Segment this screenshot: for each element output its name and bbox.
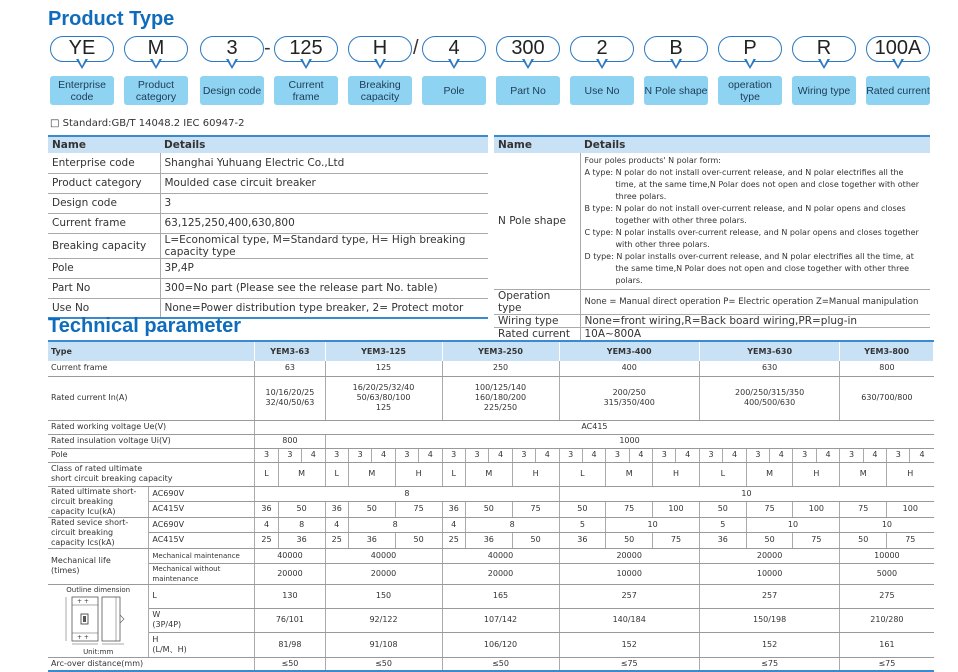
table-cell: 3 — [395, 448, 418, 462]
table-cell: 40000 — [325, 548, 442, 563]
bubble-pointer-icon — [226, 59, 238, 69]
table-cell: M — [465, 462, 512, 486]
table-cell: 50 — [465, 502, 512, 518]
code-segment — [866, 36, 930, 97]
table-cell: 100 — [653, 502, 700, 518]
product-code-breakdown — [50, 36, 930, 106]
table-cell: 125 — [325, 361, 442, 376]
table-cell: ≤50 — [255, 657, 325, 671]
table-cell: 3 — [442, 448, 465, 462]
code-bubble: M — [124, 36, 188, 62]
table-row — [48, 376, 934, 420]
row-name: Breaking capacity — [48, 233, 160, 258]
table-row — [48, 420, 934, 434]
table-cell: 5000 — [840, 563, 934, 584]
table-cell: H — [653, 462, 700, 486]
table-cell: 75 — [512, 502, 559, 518]
table-cell: 92/122 — [325, 608, 442, 632]
code-segment — [570, 36, 634, 97]
table-row — [494, 153, 930, 290]
bubble-pointer-icon — [892, 59, 904, 69]
code-segment — [200, 36, 264, 97]
row-name: Wiring type — [494, 315, 580, 328]
row-label: Current frame — [48, 361, 255, 376]
table-cell: 800 — [255, 434, 325, 448]
table-cell: L — [559, 462, 606, 486]
table-cell: 25 — [442, 533, 465, 549]
table-cell: 40000 — [255, 548, 325, 563]
code-label: Part No — [496, 76, 560, 105]
table-cell: 400 — [559, 361, 699, 376]
table-cell: 4 — [536, 448, 559, 462]
table-cell: AC415 — [255, 420, 934, 434]
table-cell: 36 — [465, 533, 512, 549]
header-row — [48, 341, 934, 361]
code-label: Product category — [124, 76, 188, 105]
table-cell: 50 — [395, 533, 442, 549]
code-bubble: 2 — [570, 36, 634, 62]
row-label: Rated sevice short-circuit breaking capacity Ics(kA) — [48, 517, 149, 548]
npole-line: D type: N polar installs over-current release, and N polar electrifies all the time, at the same time,N Polar does not open and close together with other three polars. — [584, 252, 914, 285]
sub-label: L — [149, 584, 255, 608]
sub-label: AC415V — [149, 533, 255, 549]
table-row — [494, 315, 930, 328]
technical-parameter-title: Technical parameter — [48, 315, 242, 337]
code-segment — [50, 36, 114, 103]
table-cell: 4 — [372, 448, 395, 462]
table-cell: 25 — [325, 533, 348, 549]
table-cell: 75 — [887, 533, 934, 549]
table-cell: 3 — [559, 448, 582, 462]
row-label: Arc-over distance(mm) — [48, 657, 255, 671]
table-cell: 81/98 — [255, 633, 325, 657]
code-segment — [792, 36, 856, 97]
table-row — [48, 608, 934, 632]
table-cell: 3 — [278, 448, 301, 462]
table-cell: ≤75 — [840, 657, 934, 671]
table-cell: 36 — [325, 502, 348, 518]
table-cell: 8 — [255, 486, 559, 502]
row-label: Rated insulation voltage Ui(V) — [48, 434, 255, 448]
table-row — [48, 502, 934, 518]
code-bubble: P — [718, 36, 782, 62]
row-name: Product category — [48, 173, 160, 193]
table-row — [48, 213, 488, 233]
table-cell: 5 — [699, 517, 746, 533]
row-details: 3 — [160, 193, 488, 213]
table-cell: 165 — [442, 584, 559, 608]
table-cell: 8 — [465, 517, 559, 533]
code-bubble: H — [348, 36, 412, 62]
sub-label: Mechanical maintenance — [149, 548, 255, 563]
table-cell: 130 — [255, 584, 325, 608]
table-cell: L — [442, 462, 465, 486]
code-definitions-table-2 — [494, 135, 930, 342]
npole-details — [580, 153, 930, 290]
table-cell: 150 — [325, 584, 442, 608]
table-cell: 50 — [512, 533, 559, 549]
table-row — [48, 258, 488, 278]
table-row — [48, 361, 934, 376]
table-cell: 4 — [910, 448, 934, 462]
table-cell: 152 — [559, 633, 699, 657]
technical-parameter-table — [48, 340, 934, 672]
table-cell: 4 — [442, 517, 465, 533]
table-cell: 20000 — [559, 548, 699, 563]
table-cell: 257 — [559, 584, 699, 608]
table-cell: 76/101 — [255, 608, 325, 632]
bubble-pointer-icon — [448, 59, 460, 69]
table-cell: 275 — [840, 584, 934, 608]
header-name: Name — [48, 136, 160, 153]
table-cell: ≤50 — [442, 657, 559, 671]
table-cell: 106/120 — [442, 633, 559, 657]
table-cell: 3 — [653, 448, 676, 462]
table-cell: ≤75 — [699, 657, 839, 671]
code-label: Breaking capacity — [348, 76, 412, 105]
bubble-pointer-icon — [300, 59, 312, 69]
row-name: Use No — [48, 298, 160, 318]
table-cell: 75 — [840, 502, 887, 518]
product-type-title: Product Type — [48, 8, 175, 30]
table-cell: M — [348, 462, 395, 486]
table-cell: 10 — [606, 517, 700, 533]
table-cell: 50 — [746, 533, 793, 549]
row-name: Operation type — [494, 290, 580, 315]
header-model: YEM3-63 — [255, 341, 325, 361]
row-name: Design code — [48, 193, 160, 213]
table-row — [48, 657, 934, 671]
standard-note: □ Standard:GB/T 14048.2 IEC 60947-2 — [50, 118, 245, 129]
table-cell: 161 — [840, 633, 934, 657]
row-label: Class of rated ultimate short circuit breaking capacity — [48, 462, 255, 486]
table-cell: 3 — [746, 448, 769, 462]
code-label: Rated current — [866, 76, 930, 105]
bubble-pointer-icon — [818, 59, 830, 69]
code-segment — [644, 36, 708, 97]
bubble-pointer-icon — [150, 59, 162, 69]
table-cell: 36 — [348, 533, 395, 549]
table-cell: 152 — [699, 633, 839, 657]
table-cell: 63 — [255, 361, 325, 376]
npole-line: B type: N polar do not install over-current release, and N polar opens and closes together with other three polars. — [584, 204, 906, 225]
table-cell: 630/700/800 — [840, 376, 934, 420]
table-cell: 50 — [348, 502, 395, 518]
table-cell: 10 — [840, 517, 934, 533]
code-bubble: B — [644, 36, 708, 62]
header-type: Type — [48, 341, 255, 361]
code-bubble: 125 — [274, 36, 338, 62]
row-label: Mechanical life (times) — [48, 548, 149, 584]
table-cell: 16/20/25/32/40 50/63/80/100 125 — [325, 376, 442, 420]
row-details: None = Manual direct operation P= Electric operation Z=Manual manipulation — [580, 290, 930, 315]
table-cell: 3 — [325, 448, 348, 462]
row-label: Rated working voltage Ue(V) — [48, 420, 255, 434]
table-cell: 36 — [255, 502, 278, 518]
bubble-pointer-icon — [522, 59, 534, 69]
table-row — [48, 193, 488, 213]
header-name: Name — [494, 136, 580, 153]
table-cell: 100 — [793, 502, 840, 518]
table-cell: 3 — [887, 448, 910, 462]
code-label: N Pole shape — [644, 76, 708, 105]
table-cell: L — [325, 462, 348, 486]
table-cell: 4 — [325, 517, 348, 533]
table-cell: M — [606, 462, 653, 486]
row-details: Shanghai Yuhuang Electric Co.,Ltd — [160, 153, 488, 173]
table-cell: H — [395, 462, 442, 486]
code-segment — [718, 36, 782, 103]
slash-separator: / — [413, 37, 419, 59]
npole-line: A type: N polar do not install over-current release, and N polar electrifies all the time, at the same time,N Polar does not open and close together with other three polars. — [584, 168, 920, 201]
table-cell: 75 — [606, 502, 653, 518]
table-cell: 25 — [255, 533, 278, 549]
svg-text:+ +: + + — [77, 633, 90, 641]
table-cell: H — [793, 462, 840, 486]
table-cell: 3 — [793, 448, 816, 462]
bubble-pointer-icon — [670, 59, 682, 69]
table-cell: 4 — [419, 448, 442, 462]
table-cell: 50 — [606, 533, 653, 549]
table-row — [48, 173, 488, 193]
table-cell: 20000 — [442, 563, 559, 584]
table-cell: L — [255, 462, 278, 486]
header-details: Details — [580, 136, 930, 153]
row-details: Moulded case circuit breaker — [160, 173, 488, 193]
table-cell: 4 — [770, 448, 793, 462]
code-bubble: 300 — [496, 36, 560, 62]
table-cell: 20000 — [325, 563, 442, 584]
table-cell: 250 — [442, 361, 559, 376]
row-label: Rated ultimate short-circuit breaking capacity Icu(kA) — [48, 486, 149, 517]
bubble-pointer-icon — [374, 59, 386, 69]
code-bubble: 3 — [200, 36, 264, 62]
table-cell: 75 — [746, 502, 793, 518]
table-cell: 107/142 — [442, 608, 559, 632]
table-cell: 3 — [255, 448, 278, 462]
table-row — [48, 448, 934, 462]
sub-label: H (L/M、H) — [149, 633, 255, 657]
table-cell: 20000 — [255, 563, 325, 584]
sub-label: AC415V — [149, 502, 255, 518]
table-row — [48, 434, 934, 448]
code-label: Design code — [200, 76, 264, 105]
row-details: 63,125,250,400,630,800 — [160, 213, 488, 233]
table-cell: 257 — [699, 584, 839, 608]
row-details: 10A~800A — [580, 328, 930, 342]
table-cell: 100 — [887, 502, 934, 518]
table-row — [494, 328, 930, 342]
table-cell: 140/184 — [559, 608, 699, 632]
code-segment — [348, 36, 412, 103]
table-cell: 10000 — [559, 563, 699, 584]
table-row — [48, 233, 488, 258]
row-details: None=Power distribution type breaker, 2= Protect motor — [160, 298, 488, 318]
table-cell: 4 — [723, 448, 746, 462]
table-cell: 4 — [582, 448, 605, 462]
table-cell: 40000 — [442, 548, 559, 563]
table-cell: 3 — [512, 448, 535, 462]
table-cell: 75 — [395, 502, 442, 518]
row-details: 300=No part (Please see the release part No. table) — [160, 278, 488, 298]
code-bubble: 4 — [422, 36, 486, 62]
table-row — [48, 563, 934, 584]
npole-name: N Pole shape — [494, 153, 580, 290]
bubble-pointer-icon — [76, 59, 88, 69]
code-label: operation type — [718, 76, 782, 105]
header-model: YEM3-630 — [699, 341, 839, 361]
table-cell: 200/250 315/350/400 — [559, 376, 699, 420]
header-model: YEM3-250 — [442, 341, 559, 361]
code-label: Pole — [422, 76, 486, 105]
row-label: Pole — [48, 448, 255, 462]
row-label: Rated current In(A) — [48, 376, 255, 420]
table-cell: 800 — [840, 361, 934, 376]
table-cell: H — [887, 462, 934, 486]
table-cell: 50 — [278, 502, 325, 518]
svg-text:+ +: + + — [77, 597, 90, 605]
table-cell: 4 — [255, 517, 278, 533]
code-segment — [274, 36, 338, 103]
unit-label: Unit:mm — [83, 647, 114, 656]
row-name: Current frame — [48, 213, 160, 233]
table-cell: 10000 — [699, 563, 839, 584]
table-cell: 4 — [489, 448, 512, 462]
row-name: Part No — [48, 278, 160, 298]
code-label: Use No — [570, 76, 634, 105]
table-cell: 150/198 — [699, 608, 839, 632]
table-cell: 36 — [559, 533, 606, 549]
table-cell: 3 — [840, 448, 863, 462]
table-cell: 200/250/315/350 400/500/630 — [699, 376, 839, 420]
table-cell: 75 — [653, 533, 700, 549]
table-row — [48, 462, 934, 486]
table-cell: 630 — [699, 361, 839, 376]
code-segment — [422, 36, 486, 97]
table-cell: L — [699, 462, 746, 486]
bubble-pointer-icon — [596, 59, 608, 69]
bubble-pointer-icon — [744, 59, 756, 69]
dash-separator: - — [264, 37, 271, 59]
code-bubble: YE — [50, 36, 114, 62]
table-cell: 4 — [629, 448, 652, 462]
code-segment — [496, 36, 560, 97]
table-cell: H — [512, 462, 559, 486]
table-cell: 3 — [699, 448, 722, 462]
table-cell: M — [840, 462, 887, 486]
row-name: Rated current — [494, 328, 580, 342]
table-cell: 91/108 — [325, 633, 442, 657]
breaker-outline-icon — [58, 595, 138, 647]
table-cell: 36 — [278, 533, 325, 549]
table-cell: 4 — [816, 448, 839, 462]
outline-title: Outline dimension — [66, 585, 131, 594]
table-row — [48, 633, 934, 657]
table-cell: 10 — [746, 517, 840, 533]
table-row — [48, 486, 934, 502]
row-details: None=front wiring,R=Back board wiring,PR=plug-in — [580, 315, 930, 328]
table-cell: 5 — [559, 517, 606, 533]
row-details: 3P,4P — [160, 258, 488, 278]
table-cell: 4 — [676, 448, 699, 462]
table-cell: 50 — [699, 502, 746, 518]
table-cell: 36 — [699, 533, 746, 549]
table-cell: 100/125/140 160/180/200 225/250 — [442, 376, 559, 420]
table-row — [48, 153, 488, 173]
table-cell: 8 — [348, 517, 442, 533]
table-cell: 4 — [863, 448, 886, 462]
code-bubble: 100A — [866, 36, 930, 62]
table-cell: M — [746, 462, 793, 486]
code-label: Enterprise code — [50, 76, 114, 105]
sub-label: W (3P/4P) — [149, 608, 255, 632]
outline-diagram — [48, 584, 149, 657]
table-cell: 10 — [559, 486, 934, 502]
table-cell: 50 — [559, 502, 606, 518]
table-cell: 36 — [442, 502, 465, 518]
row-details: L=Economical type, M=Standard type, H= High breaking capacity type — [160, 233, 488, 258]
table-cell: 75 — [793, 533, 840, 549]
table-row — [48, 548, 934, 563]
table-cell: M — [278, 462, 325, 486]
sub-label: Mechanical without maintenance — [149, 563, 255, 584]
npole-line: C type: N polar installs over-current release, and N polar opens and closes together with other three polars. — [584, 228, 919, 249]
table-cell: 3 — [465, 448, 488, 462]
table-cell: 210/280 — [840, 608, 934, 632]
code-label: Current frame — [274, 76, 338, 105]
header-model: YEM3-400 — [559, 341, 699, 361]
header-model: YEM3-125 — [325, 341, 442, 361]
table-cell: 50 — [840, 533, 887, 549]
table-cell: ≤75 — [559, 657, 699, 671]
npole-line: Four poles products' N polar form: — [584, 156, 721, 165]
code-label: Wiring type — [792, 76, 856, 105]
table-cell: 20000 — [699, 548, 839, 563]
table-row — [48, 533, 934, 549]
row-name: Pole — [48, 258, 160, 278]
header-details: Details — [160, 136, 488, 153]
code-bubble: R — [792, 36, 856, 62]
table-cell: 4 — [302, 448, 325, 462]
sub-label: AC690V — [149, 517, 255, 533]
table-row — [48, 584, 934, 608]
code-definitions-table — [48, 135, 488, 319]
header-model: YEM3-800 — [840, 341, 934, 361]
table-cell: 1000 — [325, 434, 933, 448]
table-row — [494, 290, 930, 315]
table-cell: 10/16/20/25 32/40/50/63 — [255, 376, 325, 420]
code-segment — [124, 36, 188, 103]
table-cell: 3 — [348, 448, 371, 462]
table-cell: 8 — [278, 517, 325, 533]
table-row — [48, 278, 488, 298]
row-name: Enterprise code — [48, 153, 160, 173]
table-cell: ≤50 — [325, 657, 442, 671]
table-cell: 3 — [606, 448, 629, 462]
table-row — [48, 517, 934, 533]
table-cell: 10000 — [840, 548, 934, 563]
sub-label: AC690V — [149, 486, 255, 502]
